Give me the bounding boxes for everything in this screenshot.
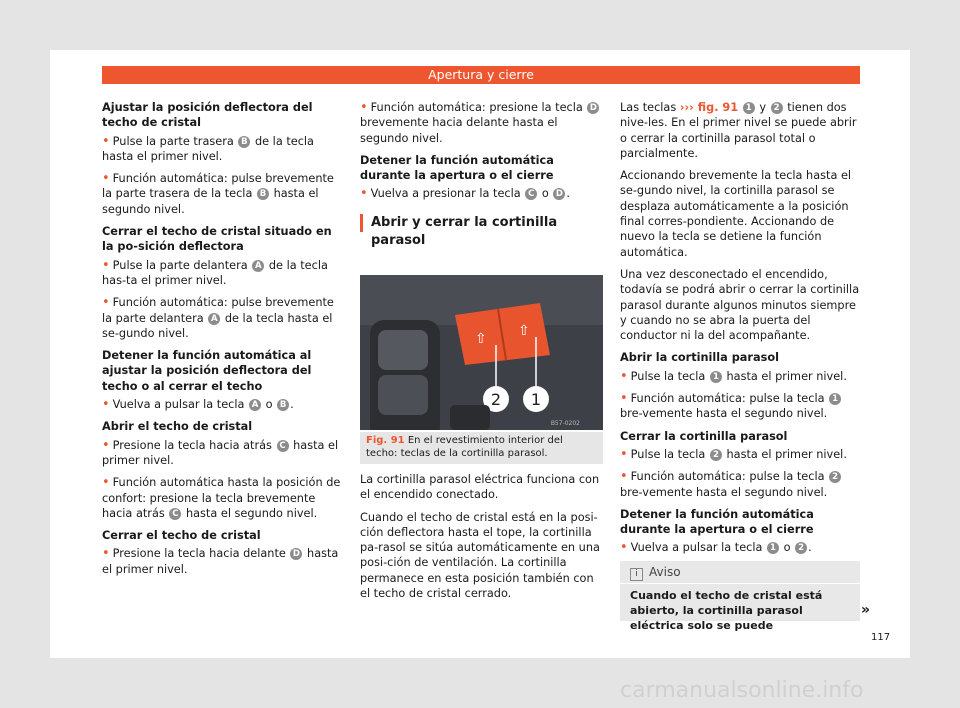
key-d-badge: D: [553, 188, 565, 200]
list-item: • Pulse la parte trasera B de la tecla hasta el primer nivel.: [102, 133, 314, 163]
list-item: • Función automática hasta la posición de confort: presione la tecla brevemente hacia atrás C hasta el segundo nivel.: [102, 475, 341, 520]
heading: Abrir la cortinilla parasol: [620, 351, 779, 365]
paragraph: Las teclas ››› fig. 91 1 y 2 tienen dos nive-les. En el primer nivel se puede abrir o cerrar la cortinilla parasol total o parcialmente.: [620, 101, 857, 160]
paragraph: Accionando brevemente la tecla hasta el se-gundo nivel, la cortinilla parasol se desplaza automáticamente a la posición final corres-pondiente. Accionando de nuevo la tecla se detiene la función automática.: [620, 169, 852, 259]
key-1-badge: 1: [829, 393, 841, 405]
figure-code: B57-0202: [550, 420, 580, 427]
section-title: Abrir y cerrar la cortinilla parasol: [360, 214, 603, 232]
list-item: • Función automática: presione la tecla D brevemente hacia delante hasta el segundo nivel.: [360, 100, 603, 146]
heading: Ajustar la posición deflectora del techo de cristal: [102, 101, 313, 130]
column-1: [102, 100, 345, 584]
key-2-badge: 2: [795, 542, 807, 554]
key-2-badge: 2: [710, 449, 722, 461]
heading: Cerrar la cortinilla parasol: [620, 429, 788, 443]
paragraph: Una vez desconectado el encendido, todavía se podrá abrir o cerrar la cortinilla parasol durante algunos minutos siempre y cuando no se abra la puerta del conductor ni la del acompañante.: [620, 267, 860, 343]
heading: Detener la función automática al ajustar la posición deflectora del techo o al cerrar el techo: [102, 349, 312, 393]
paragraph: La cortinilla parasol eléctrica funciona con el encendido conectado.: [360, 473, 600, 502]
key-c-badge: C: [277, 440, 289, 452]
paragraph: Cuando el techo de cristal está en la posi-ción deflectora hasta el tope, la cortinilla pa-rasol se sitúa automáticamente en una posi-ción de ventilación. La cortinilla permanece en esta posición también con el techo de cristal cerrado.: [360, 510, 600, 601]
column-2: [360, 100, 603, 248]
list-item: • Pulse la tecla 2 hasta el primer nivel.: [620, 446, 847, 462]
section-header: Apertura y cierre: [102, 66, 860, 84]
svg-text:2: 2: [490, 390, 502, 409]
key-1-badge: 1: [767, 542, 779, 554]
list-item: • Pulse la parte delantera A de la tecla has-ta el primer nivel.: [102, 257, 328, 287]
figure-reference-link[interactable]: ››› fig. 91: [679, 101, 739, 114]
list-item: • Vuelva a pulsar la tecla 1 o 2 .: [620, 540, 812, 556]
notice-box: [620, 561, 860, 632]
key-b-badge: B: [238, 136, 250, 148]
list-item: • Función automática: pulse la tecla 2 bre-vemente hasta el segundo nivel.: [620, 469, 860, 500]
page-number: 117: [871, 632, 891, 643]
key-a-badge: A: [252, 260, 264, 272]
figure-caption: Fig. 91 En el revestimiento interior del techo: teclas de la cortinilla parasol.: [360, 432, 603, 464]
figure-sunshade-buttons: [360, 275, 603, 430]
key-2-badge: 2: [771, 102, 783, 114]
column-3: [620, 100, 860, 563]
key-1-badge: 1: [710, 371, 722, 383]
list-item: • Vuelva a presionar la tecla C o D .: [360, 186, 570, 202]
list-item: • Función automática: pulse brevemente la parte trasera de la tecla B hasta el segundo nivel.: [102, 171, 334, 216]
key-2-badge: 2: [829, 471, 841, 483]
key-c-badge: C: [525, 188, 537, 200]
key-d-badge: D: [290, 548, 302, 560]
key-a-badge: A: [249, 399, 261, 411]
info-icon: i: [630, 568, 643, 581]
continue-mark: »: [861, 602, 871, 618]
column-2-bottom: [360, 472, 603, 608]
list-item: • Función automática: pulse la tecla 1 bre-vemente hasta el segundo nivel.: [620, 391, 860, 422]
heading: Detener la función automática durante la apertura o el cierre: [620, 507, 814, 537]
heading: Cerrar el techo de cristal situado en la po-sición deflectora: [102, 225, 332, 254]
list-item: • Pulse la tecla 1 hasta el primer nivel.: [620, 368, 847, 384]
notice-header: i Aviso: [620, 561, 860, 584]
key-1-badge: 1: [743, 102, 755, 114]
key-d-badge: D: [587, 102, 599, 114]
key-c-badge: C: [169, 508, 181, 520]
list-item: • Presione la tecla hacia delante D hasta el primer nivel.: [102, 546, 339, 576]
key-a-badge: A: [208, 313, 220, 325]
list-item: • Función automática: pulse brevemente la parte delantera A de la tecla hasta el se-gundo nivel.: [102, 295, 334, 340]
heading: Detener la función automática durante la apertura o el cierre: [360, 153, 554, 183]
svg-text:1: 1: [530, 390, 542, 409]
svg-text:⇧: ⇧: [475, 331, 487, 347]
svg-text:⇧: ⇧: [518, 323, 530, 339]
heading: Abrir el techo de cristal: [102, 420, 253, 434]
key-b-badge: B: [277, 399, 289, 411]
watermark: carmanualsonline.info: [620, 678, 864, 703]
list-item: • Presione la tecla hacia atrás C hasta el primer nivel.: [102, 437, 339, 467]
heading: Cerrar el techo de cristal: [102, 529, 261, 543]
notice-text: Cuando el techo de cristal está abierto, la cortinilla parasol eléctrica solo se puede: [630, 589, 823, 632]
key-b-badge: B: [257, 188, 269, 200]
list-item: • Vuelva a pulsar la tecla A o B .: [102, 397, 294, 413]
